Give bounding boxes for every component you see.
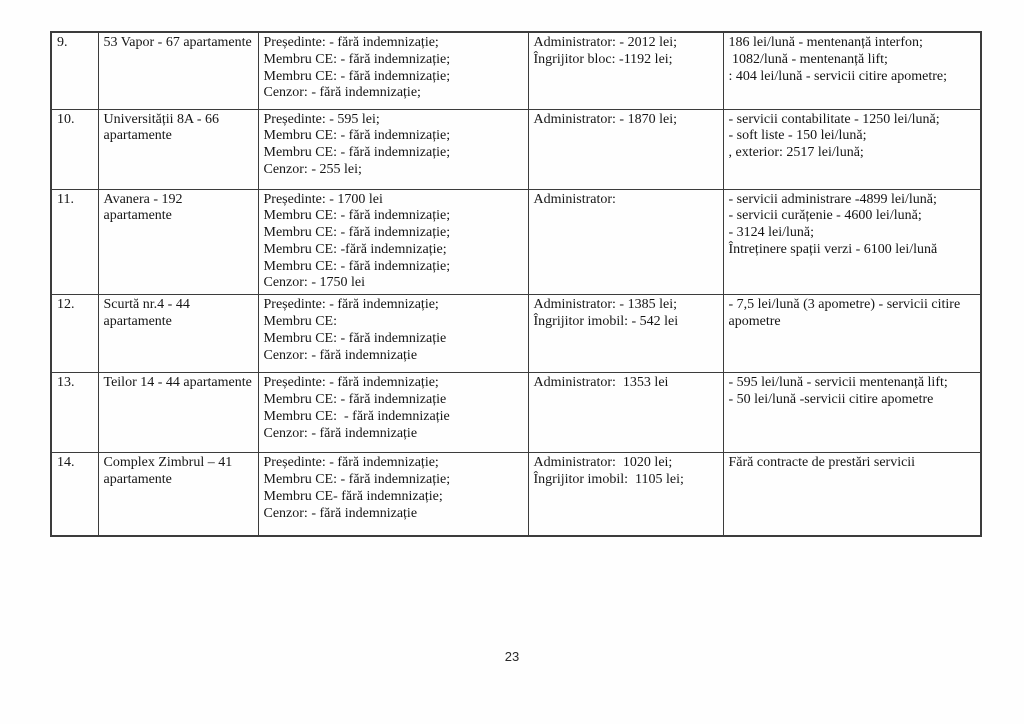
cell-administrator [528,295,723,373]
cell-line: - servicii curățenie - 4600 lei/lună; [728,208,922,224]
cell-line: , exterior: 2517 lei/lună; [728,145,864,161]
cell-line: Administrator: - 1385 lei; [533,297,677,313]
cell-line: Membru CE: - fără indemnizație; [263,68,451,84]
cell-line: Membru CE: - fără indemnizație [263,392,447,408]
cell-line: Membru CE: -fără indemnizație; [263,241,447,257]
cell-line: - servicii contabilitate - 1250 lei/lună; [728,111,940,127]
cell-committee [258,32,528,109]
table-row [51,32,981,109]
cell-line: Cenzor: - 1750 lei [263,275,365,291]
cell-building: Scurtă nr.4 - 44 apartamente [98,295,258,373]
cell-line: Administrator: [533,191,616,207]
cell-building: Universității 8A - 66 apartamente [98,109,258,189]
cell-building: Avanera - 192 apartamente [98,189,258,295]
cell-committee [258,295,528,373]
cell-index: 12. [51,295,98,373]
table-row [51,189,981,295]
cell-line: Membru CE: - fără indemnizație; [263,145,451,161]
cell-line: - soft liste - 150 lei/lună; [728,128,867,144]
cell-line: Membru CE: - fără indemnizație; [263,208,451,224]
cell-line: Membru CE: [263,314,337,330]
cell-line: Cenzor: - fără indemnizație [263,425,418,441]
cell-line: Administrator: - 1870 lei; [533,111,677,127]
cell-administrator [528,32,723,109]
cell-line: Administrator: 1353 lei [533,375,669,391]
cell-administrator [528,453,723,536]
cell-line: Membru CE: - fără indemnizație; [263,128,451,144]
cell-line: Administrator: 1020 lei; [533,455,673,471]
cell-line: - servicii administrare -4899 lei/lună; [728,191,937,207]
cell-services [723,32,981,109]
cell-line: Membru CE: - fără indemnizație [263,408,450,424]
cell-line: Membru CE: - fără indemnizație; [263,472,451,488]
cell-index: 11. [51,189,98,295]
cell-line: 186 lei/lună - mentenanță interfon; [728,35,923,50]
cell-line: - 50 lei/lună -servicii citire apometre [728,392,934,408]
cell-line: - 7,5 lei/lună (3 apometre) - servicii citire apometre [728,297,964,330]
cell-building: 53 Vapor - 67 apartamente [98,32,258,109]
cell-administrator [528,189,723,295]
cell-line: 1082/lună - mentenanță lift; [728,51,888,67]
cell-services [723,373,981,453]
cell-administrator [528,373,723,453]
cell-line: Îngrijitor bloc: -1192 lei; [533,51,673,67]
cell-services [723,295,981,373]
cell-line: Îngrijitor imobil: 1105 lei; [533,472,684,488]
cell-line: Președinte: - fără indemnizație; [263,35,439,50]
cell-services [723,453,981,536]
cell-line: Președinte: - fără indemnizație; [263,375,439,391]
cell-building: Teilor 14 - 44 apartamente [98,373,258,453]
cell-index: 14. [51,453,98,536]
cell-line: Membru CE- fără indemnizație; [263,488,443,504]
table-body [51,32,981,536]
cell-line: Președinte: - 1700 lei [263,191,383,207]
cell-line: Președinte: - fără indemnizație; [263,297,439,313]
cell-line: Cenzor: - fără indemnizație; [263,85,421,101]
cell-line: Cenzor: - 255 lei; [263,161,362,177]
cell-index: 9. [51,32,98,109]
cell-committee [258,453,528,536]
cell-line: Președinte: - fără indemnizație; [263,455,439,471]
cell-line: Președinte: - 595 lei; [263,111,380,127]
cell-committee [258,189,528,295]
cell-committee [258,373,528,453]
cell-line: Membru CE: - fără indemnizație [263,330,447,346]
cell-line: Fără contracte de prestări servicii [728,455,916,471]
cell-line: Membru CE: - fără indemnizație; [263,258,451,274]
cell-line: Membru CE: - fără indemnizație; [263,225,451,241]
page-number: 23 [504,649,520,664]
cell-line: Cenzor: - fără indemnizație [263,505,418,521]
cell-line: Administrator: - 2012 lei; [533,35,677,50]
apartments-table [50,31,982,537]
cell-line: Îngrijitor imobil: - 542 lei [533,314,679,330]
table-row [51,373,981,453]
cell-building: Complex Zimbrul – 41 apartamente [98,453,258,536]
cell-line: Întreținere spații verzi - 6100 lei/lună [728,241,938,257]
cell-line: Cenzor: - fără indemnizație [263,347,418,363]
cell-services [723,109,981,189]
cell-line: : 404 lei/lună - servicii citire apometre; [728,68,947,84]
table-row [51,109,981,189]
cell-index: 10. [51,109,98,189]
table-row [51,295,981,373]
cell-index: 13. [51,373,98,453]
cell-line: - 595 lei/lună - servicii mentenanță lift; [728,375,948,391]
table-row [51,453,981,536]
cell-services [723,189,981,295]
cell-line: - 3124 lei/lună; [728,225,815,241]
cell-committee [258,109,528,189]
cell-administrator [528,109,723,189]
cell-line: Membru CE: - fără indemnizație; [263,51,451,67]
